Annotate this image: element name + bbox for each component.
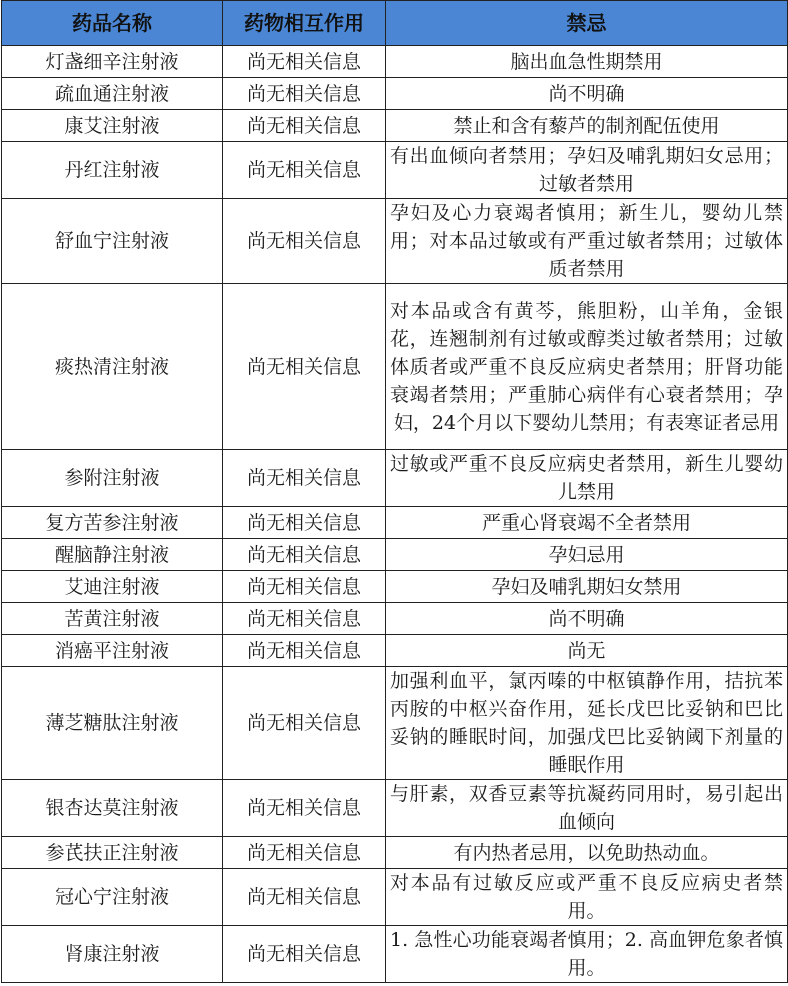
table-row	[2, 571, 788, 603]
drug-name: 康艾注射液	[2, 110, 223, 142]
contraindication-cell: 与肝素，双香豆素等抗凝药同用时，易引起出血倾向	[386, 780, 788, 837]
contraindication-cell: 过敏或严重不良反应病史者禁用，新生儿婴幼儿禁用	[386, 450, 788, 507]
interaction-cell: 尚无相关信息	[223, 926, 386, 983]
drug-name: 艾迪注射液	[2, 571, 223, 603]
contraindication-cell: 尚无	[386, 635, 788, 667]
interaction-cell: 尚无相关信息	[223, 667, 386, 780]
drug-name: 疏血通注射液	[2, 78, 223, 110]
drug-name: 灯盏细辛注射液	[2, 46, 223, 78]
table-row	[2, 450, 788, 507]
table-row	[2, 635, 788, 667]
table-row	[2, 78, 788, 110]
interaction-cell: 尚无相关信息	[223, 450, 386, 507]
interaction-cell: 尚无相关信息	[223, 539, 386, 571]
drug-name: 银杏达莫注射液	[2, 780, 223, 837]
contraindication-cell: 对本品有过敏反应或严重不良反应病史者禁用。	[386, 869, 788, 926]
table-row	[2, 539, 788, 571]
table-row	[2, 837, 788, 869]
contraindication-cell: 1. 急性心功能衰竭者慎用；2. 高血钾危象者慎用。	[386, 926, 788, 983]
contraindication-cell: 尚不明确	[386, 78, 788, 110]
interaction-cell: 尚无相关信息	[223, 869, 386, 926]
table-row	[2, 110, 788, 142]
table-row	[2, 507, 788, 539]
contraindication-cell: 孕妇及哺乳期妇女禁用	[386, 571, 788, 603]
header-row	[2, 1, 788, 46]
interaction-cell: 尚无相关信息	[223, 78, 386, 110]
drug-name: 丹红注射液	[2, 142, 223, 199]
table-row	[2, 780, 788, 837]
contraindication-cell: 禁止和含有藜芦的制剂配伍使用	[386, 110, 788, 142]
contraindication-cell: 有出血倾向者禁用；孕妇及哺乳期妇女忌用；过敏者禁用	[386, 142, 788, 199]
interaction-cell: 尚无相关信息	[223, 635, 386, 667]
drug-name: 参附注射液	[2, 450, 223, 507]
table-row	[2, 926, 788, 983]
interaction-cell: 尚无相关信息	[223, 837, 386, 869]
interaction-cell: 尚无相关信息	[223, 571, 386, 603]
drug-name: 舒血宁注射液	[2, 199, 223, 284]
header-drug-name: 药品名称	[2, 1, 223, 46]
drug-name: 消癌平注射液	[2, 635, 223, 667]
interaction-cell: 尚无相关信息	[223, 46, 386, 78]
interaction-cell: 尚无相关信息	[223, 284, 386, 450]
contraindication-cell: 孕妇及心力衰竭者慎用；新生儿，婴幼儿禁用；对本品过敏或有严重过敏者禁用；过敏体质者禁用	[386, 199, 788, 284]
drug-name: 薄芝糖肽注射液	[2, 667, 223, 780]
contraindication-cell: 加强利血平，氯丙嗪的中枢镇静作用，拮抗苯丙胺的中枢兴奋作用，延长戊巴比妥钠和巴比妥钠的睡眠时间，加强戊巴比妥钠阈下剂量的睡眠作用	[386, 667, 788, 780]
interaction-cell: 尚无相关信息	[223, 142, 386, 199]
drug-name: 参芪扶正注射液	[2, 837, 223, 869]
table-row	[2, 603, 788, 635]
drug-table	[1, 0, 788, 983]
table-row	[2, 869, 788, 926]
interaction-cell: 尚无相关信息	[223, 199, 386, 284]
contraindication-cell: 孕妇忌用	[386, 539, 788, 571]
table-row	[2, 199, 788, 284]
contraindication-cell: 脑出血急性期禁用	[386, 46, 788, 78]
table-row	[2, 46, 788, 78]
drug-name: 苦黄注射液	[2, 603, 223, 635]
table-row	[2, 142, 788, 199]
interaction-cell: 尚无相关信息	[223, 110, 386, 142]
contraindication-cell: 有内热者忌用，以免助热动血。	[386, 837, 788, 869]
drug-name: 肾康注射液	[2, 926, 223, 983]
interaction-cell: 尚无相关信息	[223, 780, 386, 837]
header-contraindication: 禁忌	[386, 1, 788, 46]
table-row	[2, 284, 788, 450]
contraindication-cell: 尚不明确	[386, 603, 788, 635]
drug-name: 冠心宁注射液	[2, 869, 223, 926]
contraindication-cell: 严重心肾衰竭不全者禁用	[386, 507, 788, 539]
interaction-cell: 尚无相关信息	[223, 603, 386, 635]
drug-name: 醒脑静注射液	[2, 539, 223, 571]
header-interaction: 药物相互作用	[223, 1, 386, 46]
drug-name: 痰热清注射液	[2, 284, 223, 450]
interaction-cell: 尚无相关信息	[223, 507, 386, 539]
table-row	[2, 667, 788, 780]
contraindication-cell: 对本品或含有黄芩，熊胆粉，山羊角，金银花，连翘制剂有过敏或醇类过敏者禁用；过敏体质者或严重不良反应病史者禁用；肝肾功能衰竭者禁用；严重肺心病伴有心衰者禁用；孕妇，24个月以下婴幼儿禁用；有表寒证者忌用	[386, 284, 788, 450]
drug-name: 复方苦参注射液	[2, 507, 223, 539]
